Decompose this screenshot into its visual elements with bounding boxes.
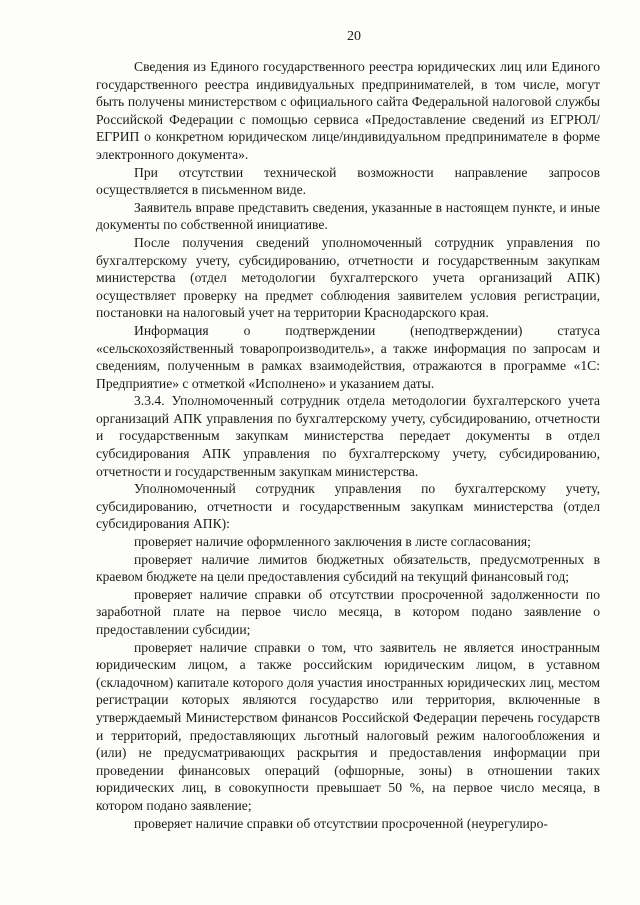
paragraph-subsidy-department: Уполномоченный сотрудник управления по бухгалтерскому учету, субсидированию, отчетности и государственным закупкам министерства (отдел субсидирования АПК): bbox=[96, 481, 600, 532]
document-body bbox=[96, 58, 600, 832]
paragraph-check-conclusion: проверяет наличие оформленного заключения в листе согласования; bbox=[134, 534, 531, 550]
paragraph-check-foreign-entity: проверяет наличие справки о том, что заявитель не является иностранным юридическим лицом, а также российским юридическим лицом, в уставном (складочном) капитале которого доля участия иностранных юридических лиц, местом регистрации которых являются государство или территория, включенные в утверждаемый Министерством финансов Российской Федерации перечень государств и территорий, предоставляющих льготный налоговый режим налогообложения и (или) не предусматривающих раскрытия и предоставления информации при проведении финансовых операций (офшорные, зоны) в отношении таких юридических лиц, в совокупности превышает 50 %, на первое число месяца, в котором подано заявление; bbox=[96, 639, 600, 813]
paragraph-applicant-right: Заявитель вправе представить сведения, указанные в настоящем пункте, и иные документы по собственной инициативе. bbox=[96, 199, 600, 233]
paragraph-check-limits: проверяет наличие лимитов бюджетных обязательств, предусмотренных в краевом бюджете на цели предоставления субсидий на текущий финансовый год; bbox=[96, 551, 600, 585]
paragraph-egrul-info: Сведения из Единого государственного реестра юридических лиц или Единого государственного реестра индивидуальных предпринимателей, в том числе, могут быть получены министерством с официального сайта Федеральной налоговой службы Российской Федерации с помощью сервиса «Предоставление сведений из ЕГРЮЛ/ЕГРИП о конкретном юридическом лице/индивидуальном предпринимателе в форме электронного документа». bbox=[96, 59, 600, 162]
paragraph-no-tech-capability: При отсутствии технической возможности направление запросов осуществляется в письменном виде. bbox=[96, 164, 600, 198]
page-number: 20 bbox=[347, 29, 361, 44]
paragraph-status-info: Информация о подтверждении (неподтверждении) статуса «сельскохозяйственный товаропроизводитель», а также информация по запросам и сведениям, полученным в рамках взаимодействия, отражаются в программе «1С: Предприятие» с отметкой «Исполнено» и указанием даты. bbox=[96, 322, 600, 391]
paragraph-registration-check: После получения сведений уполномоченный сотрудник управления по бухгалтерскому учету, субсидированию, отчетности и государственным закупкам министерства (отдел методологии бухгалтерского учета организаций АПК) осуществляет проверку на предмет соблюдения заявителем условия регистрации, постановки на налоговый учет на территории Краснодарского края. bbox=[96, 234, 600, 321]
paragraph-check-overdue: проверяет наличие справки об отсутствии просроченной (неурегулиро- bbox=[134, 815, 548, 831]
paragraph-section-3-3-4: 3.3.4. Уполномоченный сотрудник отдела методологии бухгалтерского учета организаций АПК управления по бухгалтерскому учету, субсидированию, отчетности и государственным закупкам министерства передает документы в отдел субсидирования АПК управления по бухгалтерскому учету, субсидированию, отчетности и государственным закупкам министерства. bbox=[96, 393, 600, 479]
paragraph-check-wage-debt: проверяет наличие справки об отсутствии просроченной задолженности по заработной плате на первое число месяца, в котором подано заявление о предоставлении субсидии; bbox=[96, 586, 600, 637]
